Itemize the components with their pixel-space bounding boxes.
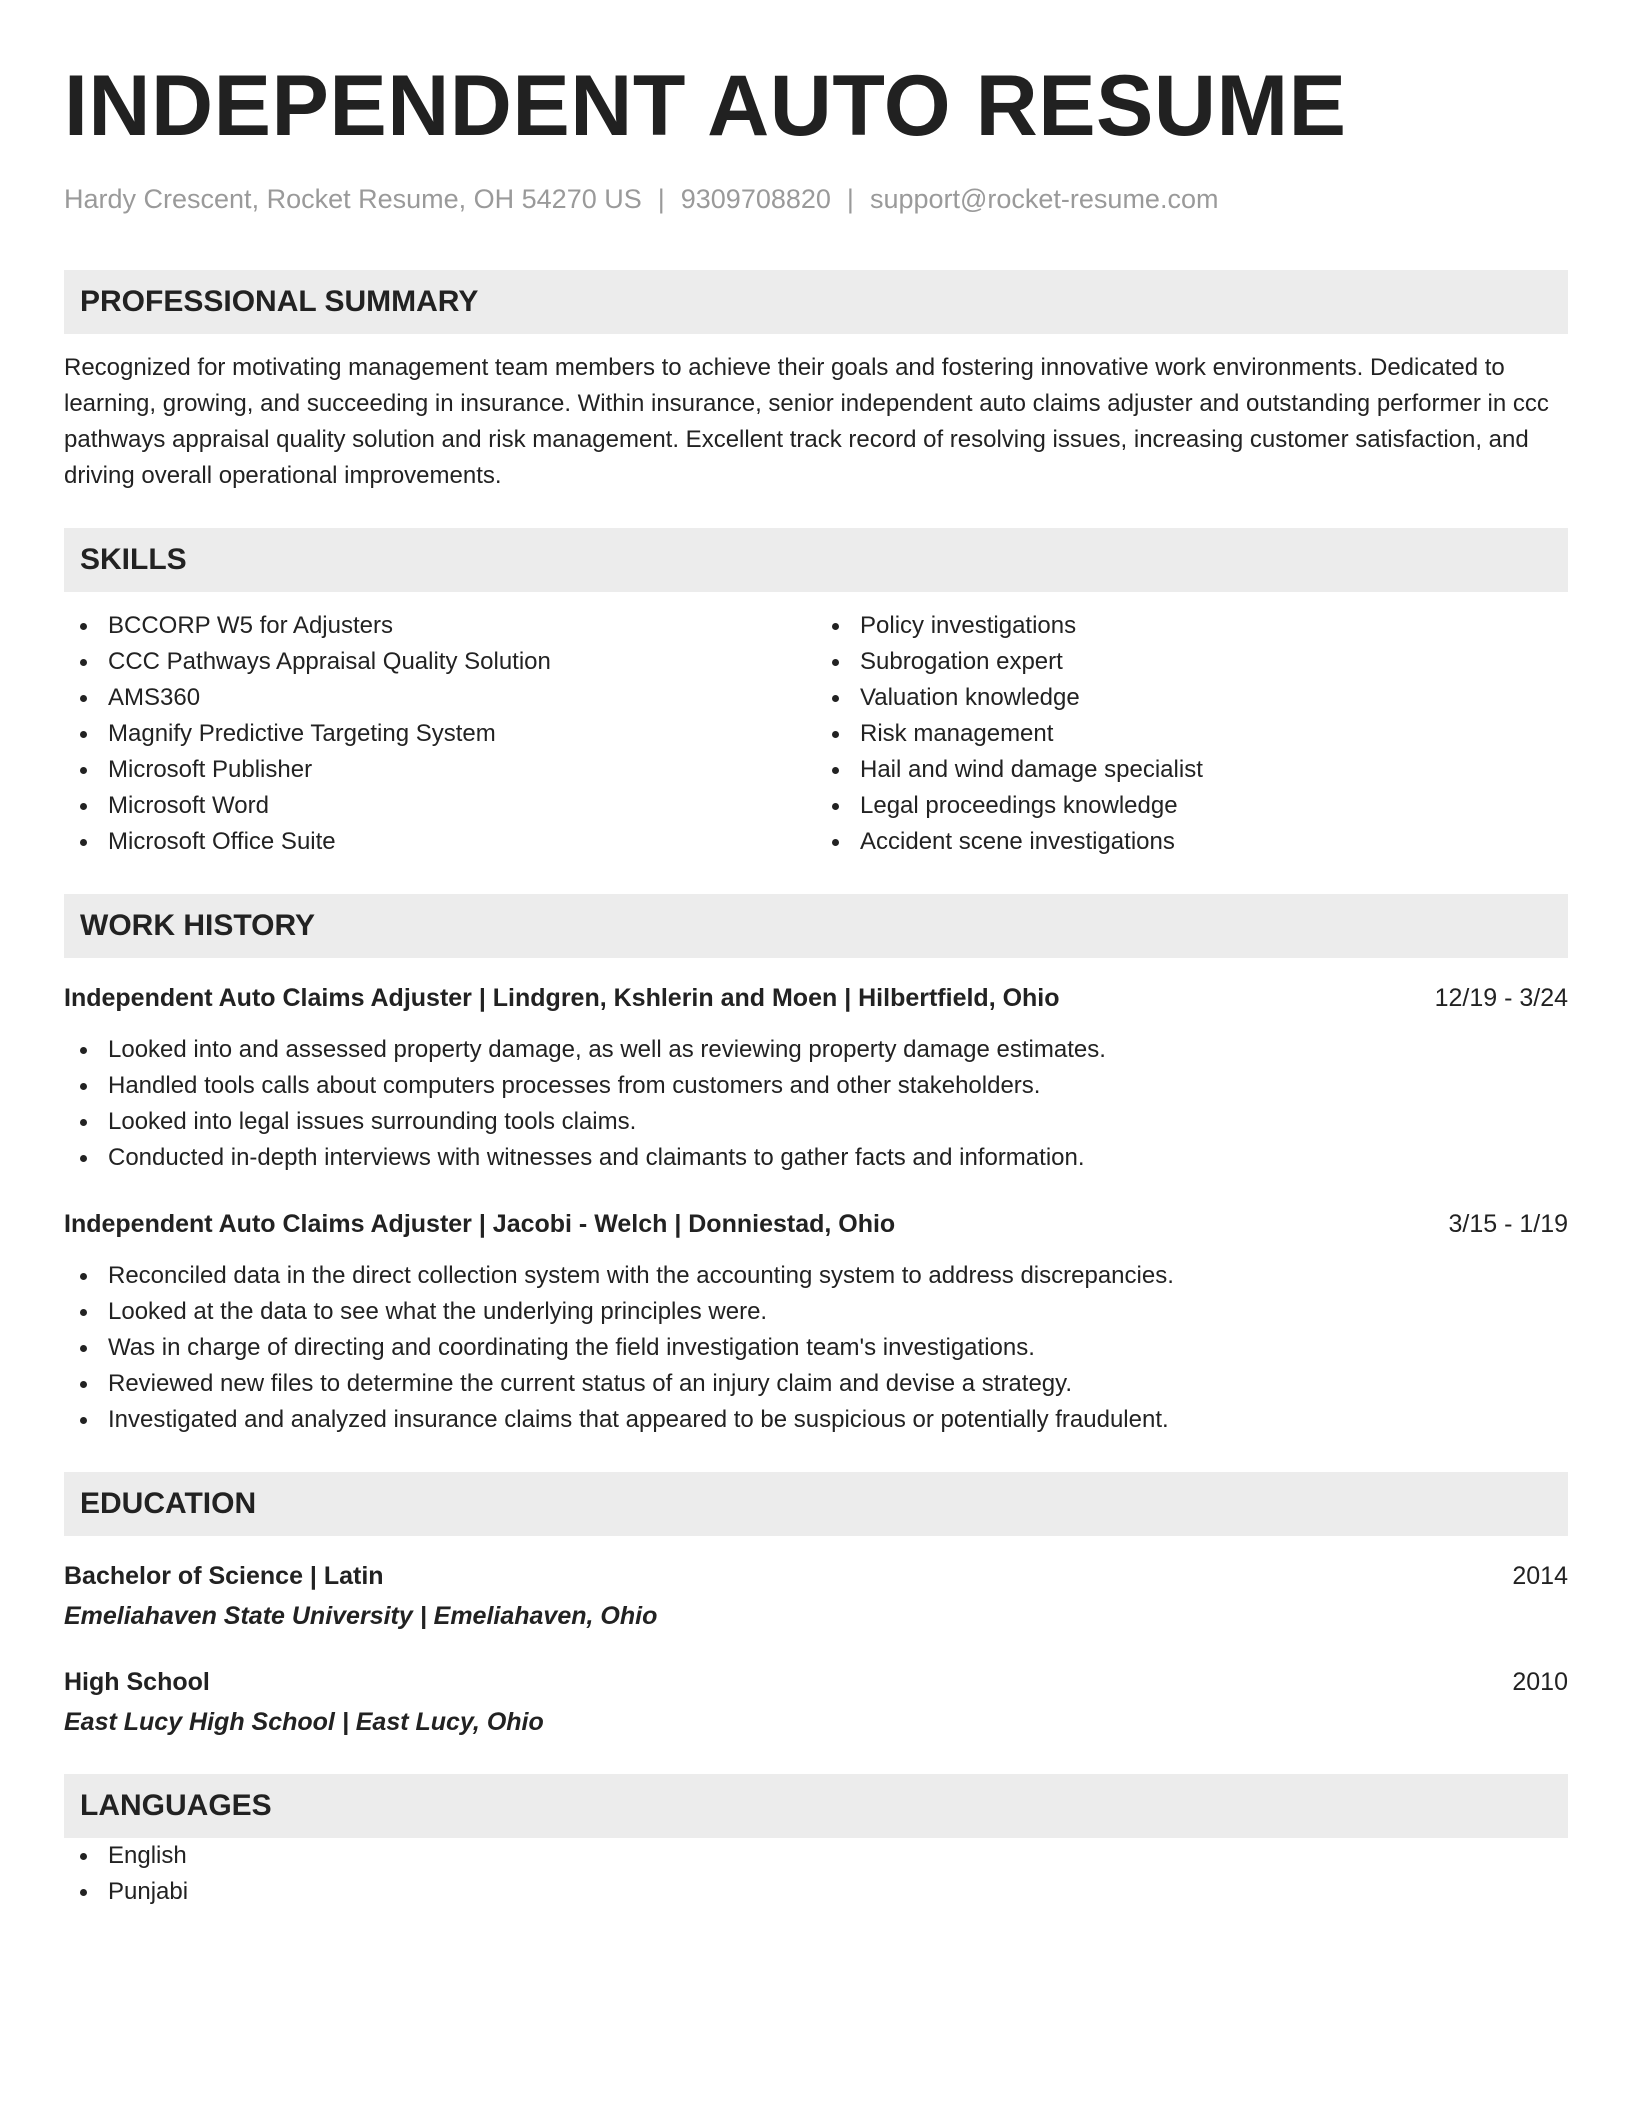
skill-item <box>816 824 1568 860</box>
job-duty <box>64 1402 1568 1438</box>
job-duties <box>64 1258 1568 1438</box>
bullet-dot <box>832 839 839 846</box>
skills-grid <box>64 608 1568 860</box>
education-degree: High School <box>64 1668 210 1696</box>
bullet-dot <box>80 1417 87 1424</box>
bullet-dot <box>80 839 87 846</box>
skills-column-left <box>64 608 816 860</box>
duty-text: Looked at the data to see what the underlying principles were. <box>108 1298 768 1325</box>
skill-item <box>64 608 816 644</box>
contact-phone: 9309708820 <box>680 184 831 214</box>
skill-label: Magnify Predictive Targeting System <box>108 720 496 747</box>
job-duties <box>64 1032 1568 1176</box>
duty-text: Looked into legal issues surrounding tools claims. <box>108 1108 637 1135</box>
bullet-dot <box>80 1345 87 1352</box>
education-school: East Lucy High School | East Lucy, Ohio <box>64 1708 544 1736</box>
bullet-dot <box>80 695 87 702</box>
job-duty <box>64 1330 1568 1366</box>
bullet-dot <box>832 623 839 630</box>
skill-item <box>816 680 1568 716</box>
bullet-dot <box>80 1889 87 1896</box>
skill-item <box>816 644 1568 680</box>
skills-column-right <box>816 608 1568 860</box>
bullet-dot <box>80 1853 87 1860</box>
skill-label: Accident scene investigations <box>860 828 1175 855</box>
education-header <box>64 1664 1568 1700</box>
education-degree: Bachelor of Science | Latin <box>64 1562 384 1590</box>
education-entry <box>64 1664 1568 1740</box>
job-heading: Independent Auto Claims Adjuster | Jacobi - Welch | Donniestad, Ohio <box>64 1210 896 1238</box>
languages-list <box>64 1838 1568 1910</box>
bullet-dot <box>80 731 87 738</box>
bullet-dot <box>80 1381 87 1388</box>
job-entry <box>64 980 1568 1176</box>
summary-heading: PROFESSIONAL SUMMARY <box>64 270 1568 334</box>
skill-label: Legal proceedings knowledge <box>860 792 1178 819</box>
education-year: 2010 <box>1512 1668 1568 1696</box>
job-entry <box>64 1206 1568 1438</box>
job-duty <box>64 1258 1568 1294</box>
skill-label: Risk management <box>860 720 1054 747</box>
job-header <box>64 1206 1568 1242</box>
job-duty <box>64 1294 1568 1330</box>
skill-item <box>64 824 816 860</box>
duty-text: Investigated and analyzed insurance claims that appeared to be suspicious or potentially fraudulent. <box>108 1406 1169 1433</box>
summary-section <box>64 270 1568 494</box>
job-dates: 3/15 - 1/19 <box>1448 1210 1568 1238</box>
bullet-dot <box>80 1309 87 1316</box>
job-dates: 12/19 - 3/24 <box>1434 984 1568 1012</box>
work-history-heading: WORK HISTORY <box>64 894 1568 958</box>
duty-text: Handled tools calls about computers processes from customers and other stakeholders. <box>108 1072 1041 1099</box>
bullet-dot <box>832 803 839 810</box>
skill-item <box>64 680 816 716</box>
work-history-section <box>64 894 1568 1438</box>
bullet-dot <box>832 731 839 738</box>
bullet-dot <box>832 695 839 702</box>
skill-label: Policy investigations <box>860 612 1077 639</box>
resume-name: INDEPENDENT AUTO RESUME <box>64 58 1347 154</box>
skill-item <box>816 788 1568 824</box>
education-entry <box>64 1558 1568 1634</box>
job-duty <box>64 1032 1568 1068</box>
skill-item <box>64 788 816 824</box>
bullet-dot <box>80 803 87 810</box>
skill-item <box>64 752 816 788</box>
skill-label: Subrogation expert <box>860 648 1063 675</box>
bullet-dot <box>832 659 839 666</box>
bullet-dot <box>80 623 87 630</box>
education-section <box>64 1472 1568 1740</box>
language-item <box>64 1838 1568 1874</box>
skill-item <box>816 608 1568 644</box>
language-item <box>64 1874 1568 1910</box>
skill-item <box>64 716 816 752</box>
job-duty <box>64 1366 1568 1402</box>
job-duty <box>64 1140 1568 1176</box>
bullet-dot <box>80 767 87 774</box>
bullet-dot <box>80 1155 87 1162</box>
contact-email: support@rocket-resume.com <box>869 184 1219 214</box>
skills-heading: SKILLS <box>64 528 1568 592</box>
duty-text: Reviewed new files to determine the current status of an injury claim and devise a strategy. <box>108 1370 1073 1397</box>
bullet-dot <box>80 1047 87 1054</box>
education-heading: EDUCATION <box>64 1472 1568 1536</box>
contact-separator: | <box>657 184 665 214</box>
skill-label: CCC Pathways Appraisal Quality Solution <box>108 648 551 675</box>
job-heading: Independent Auto Claims Adjuster | Lindgren, Kshlerin and Moen | Hilbertfield, Ohio <box>64 984 1060 1012</box>
skills-section <box>64 528 1568 860</box>
contact-separator: | <box>846 184 854 214</box>
skill-label: Microsoft Word <box>108 792 269 819</box>
education-header <box>64 1558 1568 1594</box>
skill-label: AMS360 <box>108 684 201 711</box>
bullet-dot <box>80 1083 87 1090</box>
duty-text: Reconciled data in the direct collection system with the accounting system to address discrepancies. <box>108 1262 1174 1289</box>
education-school: Emeliahaven State University | Emeliahaven, Ohio <box>64 1602 658 1630</box>
job-duty <box>64 1104 1568 1140</box>
skill-label: BCCORP W5 for Adjusters <box>108 612 393 639</box>
summary-text: Recognized for motivating management team members to achieve their goals and fostering innovative work environments. Dedicated to learning, growing, and succeeding in insurance. Within insurance, senior independent auto claims adjuster and outstanding performer in ccc pathways appraisal quality solution and risk management. Excellent track record of resolving issues, increasing customer satisfaction, and driving overall operational improvements. <box>64 354 1549 489</box>
duty-text: Looked into and assessed property damage, as well as reviewing property damage estimates. <box>108 1036 1106 1063</box>
skill-label: Microsoft Publisher <box>108 756 313 783</box>
contact-line <box>64 182 1568 216</box>
duty-text: Conducted in-depth interviews with witnesses and claimants to gather facts and information. <box>108 1144 1085 1171</box>
skill-label: Valuation knowledge <box>860 684 1080 711</box>
bullet-dot <box>80 659 87 666</box>
skill-item <box>816 752 1568 788</box>
language-label: Punjabi <box>108 1878 189 1905</box>
job-duty <box>64 1068 1568 1104</box>
languages-section <box>64 1774 1568 1910</box>
skill-item <box>64 644 816 680</box>
skill-item <box>816 716 1568 752</box>
contact-address: Hardy Crescent, Rocket Resume, OH 54270 US <box>64 184 642 214</box>
languages-heading: LANGUAGES <box>64 1774 1568 1838</box>
duty-text: Was in charge of directing and coordinating the field investigation team's investigations. <box>108 1334 1035 1361</box>
education-year: 2014 <box>1512 1562 1568 1590</box>
bullet-dot <box>80 1119 87 1126</box>
language-label: English <box>108 1842 187 1869</box>
skill-label: Microsoft Office Suite <box>108 828 336 855</box>
bullet-dot <box>832 767 839 774</box>
job-header <box>64 980 1568 1016</box>
skill-label: Hail and wind damage specialist <box>860 756 1203 783</box>
bullet-dot <box>80 1273 87 1280</box>
